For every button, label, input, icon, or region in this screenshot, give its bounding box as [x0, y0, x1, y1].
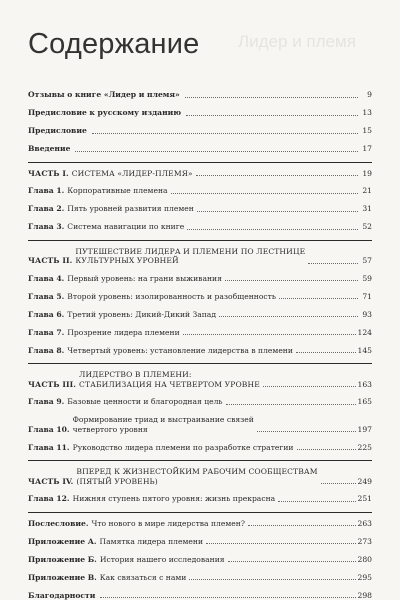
entry-title: Предисловие к русскому изданию [28, 108, 182, 117]
toc-chapter-12[interactable] [28, 494, 372, 504]
part-title-line-1: ВПЕРЕД К ЖИЗНЕСТОЙКИМ РАБОЧИМ СООБЩЕСТВАМ [76, 467, 318, 476]
part-title-block [76, 467, 318, 486]
entry-title: История нашего исследования [99, 554, 225, 564]
entry-page: 197 [357, 424, 372, 434]
part-title-block [75, 247, 306, 266]
chapter-title: Третий уровень: Дикий-Дикий Запад [67, 309, 217, 319]
entry-page: 165 [357, 397, 372, 406]
chapter-label: Глава 7. [28, 327, 65, 337]
entry-page: 298 [357, 590, 372, 600]
toc-part-1-heading[interactable] [28, 169, 372, 179]
toc-entry-appendix-a[interactable] [28, 537, 372, 547]
dot-leader [185, 97, 358, 98]
toc-chapter-11[interactable] [28, 443, 372, 453]
entry-page: 251 [357, 494, 372, 503]
dot-leader [257, 431, 356, 432]
part-title-line-2: (ПЯТЫЙ УРОВЕНЬ) [76, 476, 158, 486]
toc-entry-acknowledgments[interactable] [28, 591, 372, 600]
chapter-title: Руководство лидера племени по разработке стратегии [72, 442, 294, 452]
background-ghost-text: Лидер и племя [238, 32, 356, 51]
dot-leader [278, 501, 355, 502]
chapter-title: Корпоративные племена [67, 186, 168, 195]
toc-chapter-3[interactable] [28, 222, 372, 232]
dot-leader [187, 229, 358, 230]
entry-title: Как связаться с нами [99, 572, 187, 582]
dot-leader [189, 579, 355, 580]
part-label: ЧАСТЬ III. [28, 379, 77, 389]
chapter-label: Глава 4. [28, 273, 65, 283]
chapter-title: Система навигации по книге [67, 222, 185, 231]
entry-page: 93 [362, 309, 372, 319]
chapter-label: Глава 2. [28, 204, 65, 213]
part-label: ЧАСТЬ IV. [28, 476, 74, 486]
toc-entry-russian-preface[interactable] [28, 108, 372, 118]
toc-chapter-4[interactable] [28, 274, 372, 284]
part-title: СИСТЕМА «ЛИДЕР-ПЛЕМЯ» [71, 168, 193, 178]
entry-page: 273 [357, 536, 372, 546]
dot-leader [296, 352, 356, 353]
entry-label: Послесловие. [28, 518, 89, 528]
toc-chapter-7[interactable] [28, 328, 372, 338]
entry-page: 13 [362, 108, 372, 117]
toc-chapter-5[interactable] [28, 292, 372, 302]
toc-part-2-heading[interactable] [28, 247, 372, 266]
entry-title: Предисловие [28, 126, 87, 135]
chapter-label: Глава 1. [28, 186, 65, 195]
part-label: ЧАСТЬ I. [28, 168, 69, 178]
toc-entry-preface[interactable] [28, 126, 372, 136]
part-title-block [79, 370, 261, 389]
chapter-title: Первый уровень: на грани выживания [67, 273, 222, 283]
dot-leader [196, 175, 358, 176]
dot-leader [228, 561, 356, 562]
entry-page: 249 [357, 476, 372, 486]
entry-page: 145 [357, 345, 372, 355]
entry-page: 15 [362, 126, 372, 135]
chapter-label: Глава 11. [28, 442, 70, 452]
toc-part-3 [28, 363, 372, 452]
dot-leader [226, 404, 356, 405]
entry-title: Памятка лидера племени [99, 536, 204, 546]
toc-part-1 [28, 162, 372, 232]
chapter-title-line-2: четвертого уровня [72, 424, 148, 434]
chapter-label: Глава 12. [28, 494, 70, 503]
part-label: ЧАСТЬ II. [28, 256, 73, 265]
chapter-title-block [73, 415, 255, 434]
dot-leader [225, 280, 358, 281]
entry-page: 9 [367, 90, 372, 99]
part-title-line-2: СТАБИЛИЗАЦИЯ НА ЧЕТВЕРТОМ УРОВНЕ [79, 379, 260, 389]
dot-leader [183, 334, 356, 335]
entry-page: 295 [357, 572, 372, 582]
dot-leader [219, 316, 358, 317]
entry-page: 71 [362, 291, 372, 301]
dot-leader [100, 597, 355, 598]
chapter-label: Глава 5. [28, 291, 65, 301]
entry-page: 163 [357, 379, 372, 389]
part-title-line-1: ЛИДЕРСТВО В ПЛЕМЕНИ: [79, 370, 192, 379]
page-title: Содержание [28, 28, 200, 60]
entry-title: Отзывы о книге «Лидер и племя» [28, 90, 180, 99]
part-title-line-2: КУЛЬТУРНЫХ УРОВНЕЙ [75, 256, 179, 265]
chapter-title: Прозрение лидера племени [67, 327, 180, 337]
entry-page: 19 [362, 168, 372, 178]
dot-leader [186, 115, 358, 116]
toc-part-2 [28, 240, 372, 356]
toc-chapter-10[interactable] [28, 415, 372, 434]
toc-chapter-8[interactable] [28, 346, 372, 356]
chapter-title: Второй уровень: изолированность и разобщенность [67, 291, 276, 301]
toc-part-4-heading[interactable] [28, 467, 372, 486]
dot-leader [263, 386, 356, 387]
dot-leader [279, 298, 358, 299]
entry-label: Приложение В. [28, 572, 97, 582]
toc-front-matter [28, 90, 372, 154]
dot-leader [171, 193, 358, 194]
part-title-line-1: ПУТЕШЕСТВИЕ ЛИДЕРА И ПЛЕМЕНИ ПО ЛЕСТНИЦЕ [75, 246, 306, 256]
entry-page: 17 [362, 144, 372, 153]
chapter-title-line-1: Формирование триад и выстраивание связей [72, 415, 254, 424]
chapter-title: Нижняя ступень пятого уровня: жизнь прекрасна [72, 494, 276, 503]
toc-part-3-heading[interactable] [28, 370, 372, 389]
entry-page: 263 [357, 518, 372, 528]
toc-entry-reviews[interactable] [28, 90, 372, 100]
chapter-title: Пять уровней развития племен [67, 204, 194, 213]
toc-entry-afterword[interactable] [28, 519, 372, 529]
dot-leader [248, 525, 356, 526]
chapter-title: Четвертый уровень: установление лидерства в племени [67, 345, 293, 355]
toc-chapter-6[interactable] [28, 310, 372, 320]
chapter-label: Глава 3. [28, 222, 65, 231]
toc-entry-appendix-b[interactable] [28, 555, 372, 565]
entry-page: 124 [357, 327, 372, 337]
dot-leader [197, 211, 358, 212]
entry-page: 52 [362, 222, 372, 231]
entry-page: 59 [362, 273, 372, 283]
dot-leader [206, 543, 355, 544]
chapter-title: Базовые ценности и благородная цель [67, 397, 223, 406]
toc-back-matter [28, 512, 372, 600]
entry-page: 280 [357, 554, 372, 564]
toc-chapter-2[interactable] [28, 204, 372, 214]
dot-leader [75, 151, 358, 152]
chapter-label: Глава 8. [28, 345, 65, 355]
dot-leader [92, 133, 358, 134]
entry-title: Введение [28, 144, 71, 153]
chapter-label: Глава 10. [28, 424, 70, 434]
dot-leader [308, 263, 358, 264]
entry-page: 21 [362, 186, 372, 195]
entry-label: Благодарности [28, 590, 96, 600]
toc-part-4 [28, 460, 372, 504]
entry-page: 31 [362, 204, 372, 213]
dot-leader [321, 483, 356, 484]
toc-entry-appendix-v[interactable] [28, 573, 372, 583]
entry-label: Приложение А. [28, 536, 97, 546]
table-of-contents [28, 90, 372, 600]
chapter-label: Глава 9. [28, 397, 65, 406]
chapter-label: Глава 6. [28, 309, 65, 319]
toc-chapter-9[interactable] [28, 397, 372, 407]
entry-page: 57 [362, 256, 372, 265]
toc-entry-introduction[interactable] [28, 144, 372, 154]
toc-chapter-1[interactable] [28, 186, 372, 196]
entry-label: Приложение Б. [28, 554, 97, 564]
dot-leader [297, 449, 356, 450]
entry-title: Что нового в мире лидерства племен? [91, 518, 245, 528]
entry-page: 225 [357, 442, 372, 452]
